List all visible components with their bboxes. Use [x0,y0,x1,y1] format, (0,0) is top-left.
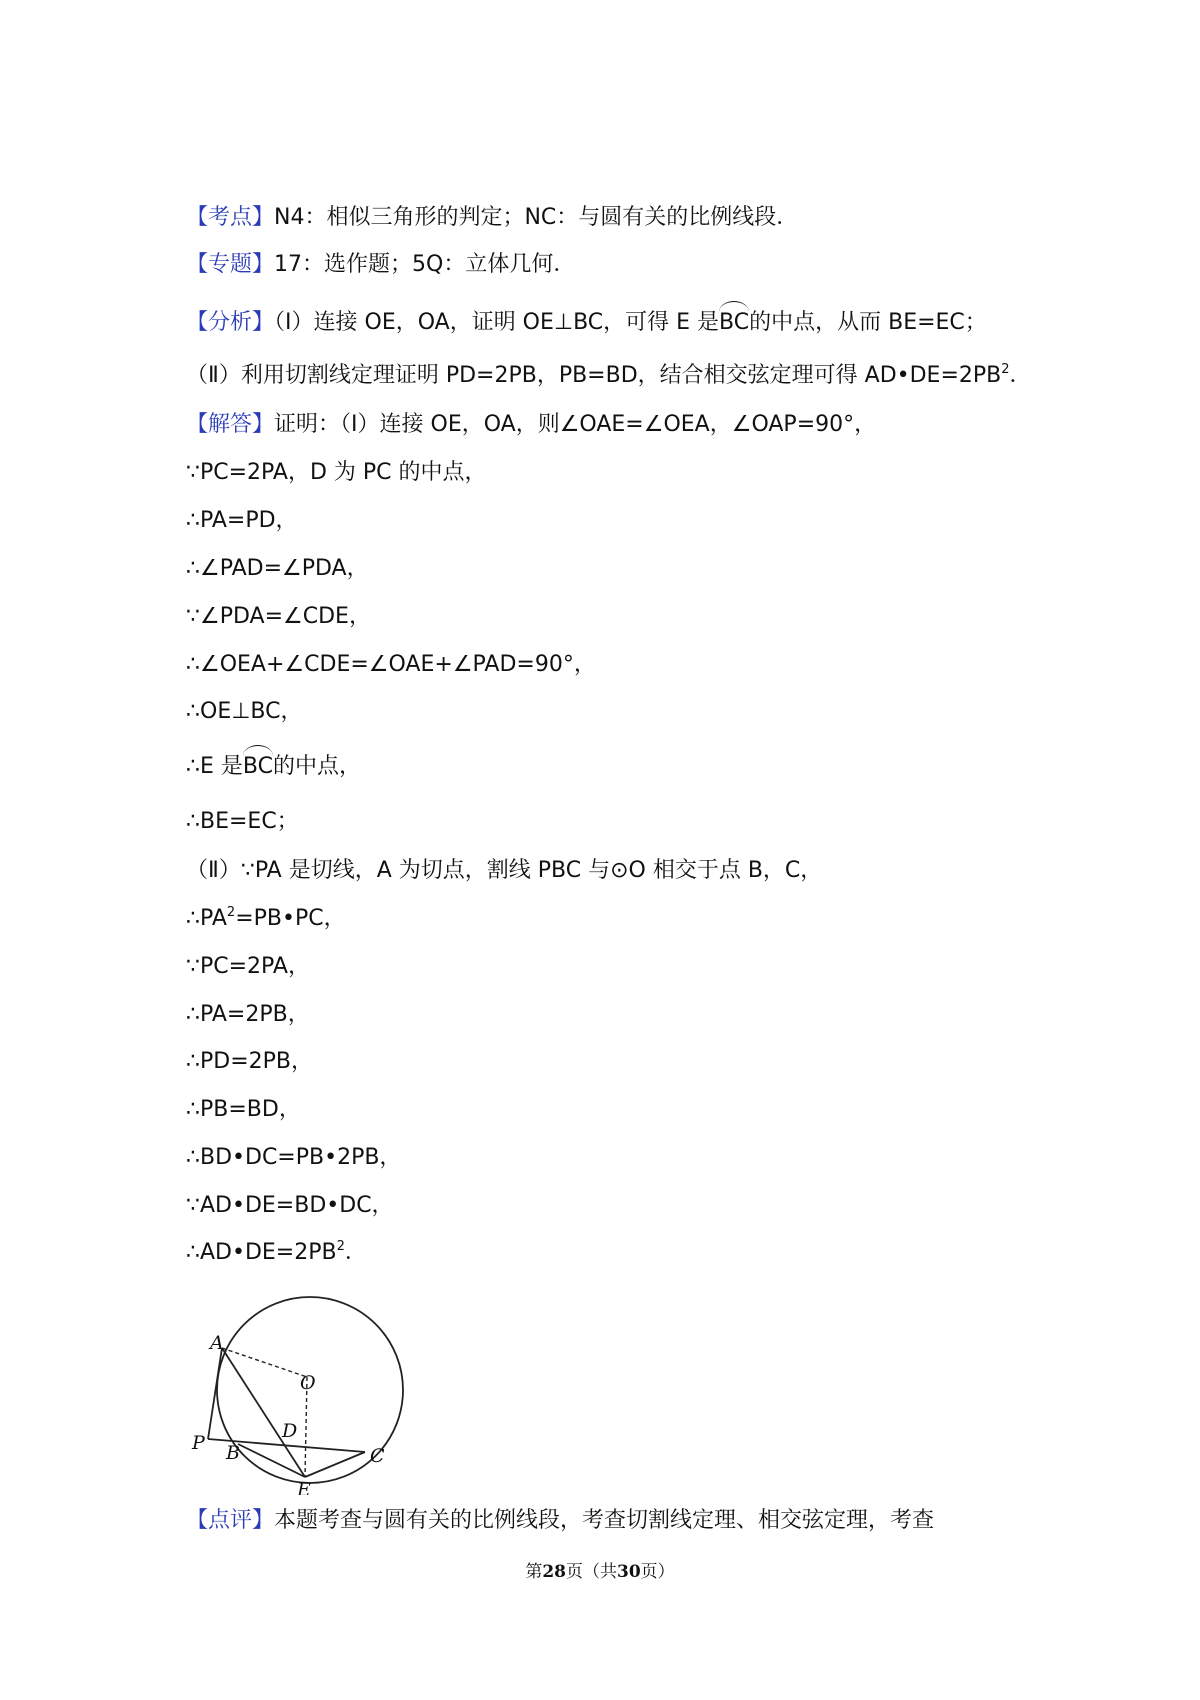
page-total: 30 [617,1562,641,1582]
proof-step: ∴∠PAD=∠PDA， [186,556,369,581]
proof-step: ∵∠PDA=∠CDE， [186,604,371,629]
zhuanti-text: 17：选作题；5Q：立体几何． [274,252,576,277]
last-pre: ∴AD•DE=2PB [186,1240,337,1265]
proof-step: ∴OE⊥BC， [186,699,303,724]
geometry-figure [180,1285,420,1495]
segment-ap [208,1348,222,1439]
fenxi-line-2 [186,361,1032,391]
superscript-2: 2 [1001,362,1010,377]
superscript-2: 2 [226,905,236,920]
segment-ao-dashed [222,1348,307,1377]
footer-pre: 第 [525,1562,543,1582]
page-footer [0,1557,1200,1582]
kaodian-text: N4：相似三角形的判定；NC：与圆有关的比例线段． [274,205,799,230]
fenxi-line1-pre: （Ⅰ）连接 OE，OA，证明 OE⊥BC，可得 E 是 [274,310,720,335]
proof-step: ∴PD=2PB， [186,1049,313,1074]
proof-step-arc [186,752,361,782]
arc-bc: BC [243,752,273,782]
proof-step: ∴PA=2PB， [186,1002,310,1027]
fenxi-line1-post: 的中点，从而 BE=EC； [749,310,987,335]
proof-step-last [186,1238,367,1268]
proof-step: ∴PA=PD， [186,508,298,533]
proof-step-sup [186,904,346,934]
last-post: ． [344,1240,367,1265]
zhuanti-tag: 【专题】 [186,252,275,277]
sup-line-post: =PB•PC， [235,906,346,931]
arc-line-pre: ∴E 是 [186,754,243,779]
label-e: E [297,1479,311,1495]
fenxi-line-1 [186,308,987,338]
proof-step: ∴∠OEA+∠CDE=∠OAE+∠PAD=90°， [186,652,596,677]
label-a: A [210,1332,224,1354]
jieda-first: 证明：（Ⅰ）连接 OE，OA，则∠OAE=∠OEA，∠OAP=90°， [274,412,877,437]
segment-ec [305,1452,365,1477]
proof-step: ∵AD•DE=BD•DC， [186,1193,394,1218]
dianping-line [186,1506,934,1536]
label-b: B [226,1442,240,1464]
sup-line-pre: ∴PA [186,906,227,931]
kaodian-line [186,203,798,233]
footer-mid: 页（共 [566,1562,617,1582]
proof-step: ∵PC=2PA，D 为 PC 的中点， [186,460,487,485]
jieda-tag: 【解答】 [186,412,275,437]
proof-step: ∴PB=BD， [186,1097,301,1122]
fenxi-tag: 【分析】 [186,310,275,335]
label-c: C [370,1445,385,1467]
kaodian-tag: 【考点】 [186,205,275,230]
footer-post: 页） [640,1562,675,1582]
zhuanti-line [186,250,575,280]
proof-step: ∴BD•DC=PB•2PB， [186,1145,402,1170]
jieda-line [186,410,876,440]
label-p: P [192,1432,205,1454]
dianping-tag: 【点评】 [186,1508,275,1533]
fenxi-line2-post: ． [1009,363,1032,388]
page-number: 28 [542,1562,566,1582]
arc-line-post: 的中点， [272,754,361,779]
proof-step: ∵PC=2PA， [186,954,310,979]
proof-step: ∴BE=EC； [186,809,299,834]
label-o: O [300,1372,316,1394]
dianping-text: 本题考查与圆有关的比例线段，考查切割线定理、相交弦定理，考查 [274,1508,935,1533]
arc-bc: BC [719,308,749,338]
fenxi-line2-pre: （Ⅱ）利用切割线定理证明 PD=2PB，PB=BD，结合相交弦定理可得 AD•DE=2PB [186,363,1002,388]
superscript-2: 2 [336,1239,345,1254]
label-d: D [282,1420,298,1442]
proof-step: （Ⅱ）∵PA 是切线，A 为切点，割线 PBC 与⊙O 相交于点 B，C， [186,858,823,883]
